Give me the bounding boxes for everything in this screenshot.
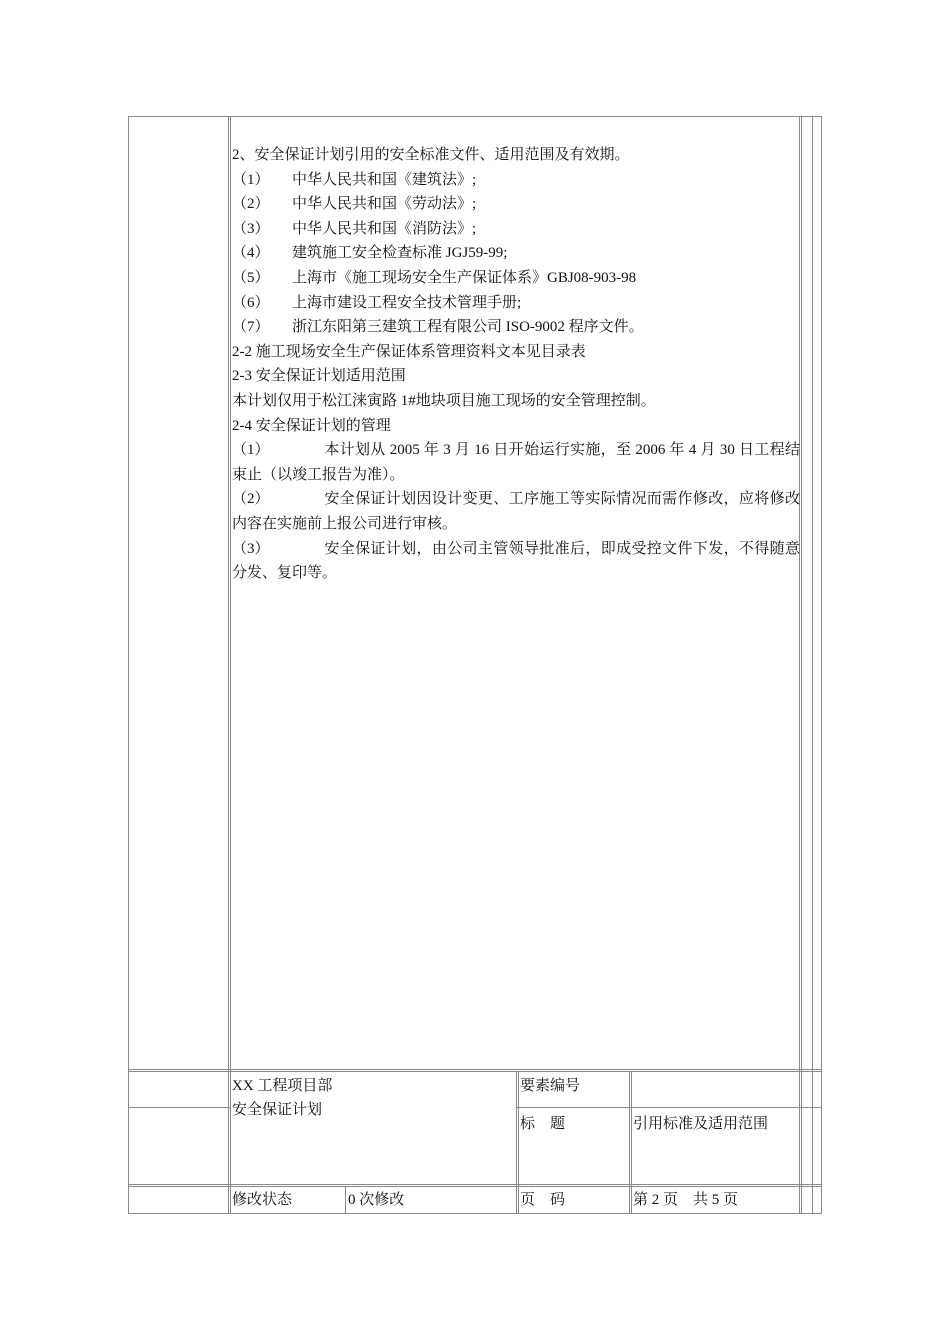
item-text: 建筑施工安全检查标准 JGJ59-99;	[292, 245, 508, 262]
list-item	[232, 266, 800, 291]
management-item	[232, 487, 800, 536]
right-edge-divider	[812, 116, 813, 1214]
item-number: （3）	[232, 220, 270, 237]
item-number: （7）	[232, 319, 270, 336]
item-number: （1）	[232, 442, 270, 459]
footer-divider-main	[516, 1071, 517, 1214]
section-heading: 2、安全保证计划引用的安全标准文件、适用范围及有效期。	[232, 147, 630, 163]
footer-divider-main-inner	[518, 1071, 519, 1214]
list-item	[232, 168, 800, 193]
org-name: XX 工程项目部	[232, 1078, 333, 1094]
footer-row-rule	[128, 1107, 230, 1108]
item-text: 本计划从 2005 年 3 月 16 日开始运行实施，至 2006 年 4 月 30 日工程结束止（以竣工报告为准）。	[232, 442, 800, 483]
item-text: 浙江东阳第三建筑工程有限公司 ISO-9002 程序文件。	[292, 319, 644, 336]
item-text: 安全保证计划因设计变更、工序施工等实际情况而需作修改，应将修改内容在实施前上报公司进行审核。	[232, 491, 800, 532]
list-item	[232, 217, 800, 242]
subject-label: 标 题	[520, 1116, 566, 1132]
list-item	[232, 315, 800, 340]
footer-divider-value	[629, 1071, 630, 1214]
section-2-3: 2-3 安全保证计划适用范围	[232, 368, 406, 385]
item-number: （2）	[232, 491, 270, 508]
footer-row-rule-right	[516, 1107, 822, 1108]
item-text: 安全保证计划，由公司主管领导批准后，即成受控文件下发，不得随意分发、复印等。	[232, 540, 800, 582]
scope-statement: 本计划仅用于松江涞寅路 1#地块项目施工现场的安全管理控制。	[232, 392, 656, 409]
element-number-label: 要素编号	[520, 1078, 581, 1094]
item-text: 中华人民共和国《劳动法》;	[292, 196, 477, 213]
management-item	[232, 537, 800, 586]
item-number: （1）	[232, 171, 270, 188]
footer-revision-rule	[128, 1184, 822, 1185]
item-text: 上海市《施工现场安全生产保证体系》GBJ08-903-98	[292, 269, 637, 286]
item-number: （3）	[232, 540, 270, 557]
list-item	[232, 291, 800, 316]
list-item	[232, 241, 800, 266]
page-number-label: 页 码	[520, 1192, 566, 1208]
item-text: 中华人民共和国《建筑法》;	[292, 171, 477, 188]
item-text: 中华人民共和国《消防法》;	[292, 220, 477, 237]
list-item	[232, 192, 800, 217]
management-item	[232, 438, 800, 487]
section-2-4: 2-4 安全保证计划的管理	[232, 417, 391, 434]
footer-revision-rule-inner	[128, 1186, 822, 1187]
left-column-divider-inner	[230, 116, 231, 1214]
footer-top-rule-inner	[128, 1071, 822, 1072]
item-number: （6）	[232, 294, 270, 311]
section-2-2: 2-2 施工现场安全生产保证体系管理资料文本见目录表	[232, 343, 586, 360]
revision-status-label: 修改状态	[232, 1192, 293, 1208]
footer-divider-revision	[345, 1186, 346, 1214]
item-text: 上海市建设工程安全技术管理手册;	[292, 294, 522, 311]
footer-top-rule	[128, 1069, 822, 1070]
left-column-divider	[228, 116, 229, 1214]
document-title: 安全保证计划	[232, 1102, 323, 1118]
right-column-divider-inner	[801, 116, 802, 1214]
item-number: （2）	[232, 196, 270, 213]
subject-value: 引用标准及适用范围	[633, 1116, 769, 1132]
item-number: （4）	[232, 245, 270, 262]
footer-divider-value-inner	[631, 1071, 632, 1214]
plan-body	[232, 143, 800, 586]
item-number: （5）	[232, 269, 270, 286]
revision-status-value: 0 次修改	[348, 1192, 405, 1208]
page-number-value: 第 2 页 共 5 页	[633, 1192, 739, 1208]
standards-list	[232, 168, 800, 340]
